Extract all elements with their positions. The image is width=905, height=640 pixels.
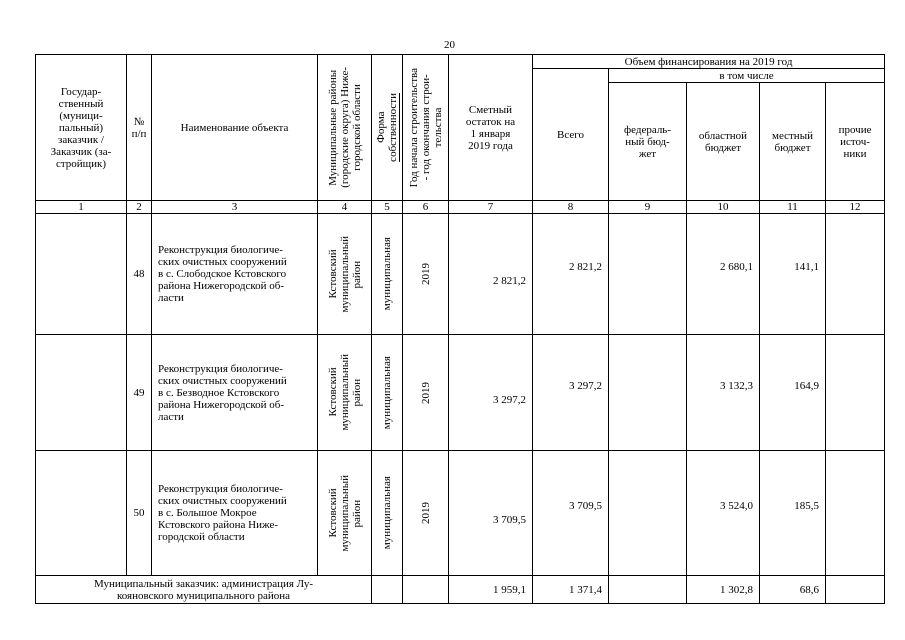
customer-cell <box>36 451 127 576</box>
summary-row <box>36 576 885 604</box>
summary-regional: 1 302,8 <box>687 576 760 604</box>
col-num: 2 <box>127 201 152 214</box>
summary-label: Муниципальный заказчик: администрация Лу- кояновского муниципального района <box>36 576 372 604</box>
ownership-cell: муниципальная <box>372 451 403 576</box>
regional-cell: 3 524,0 <box>687 451 760 576</box>
header-estimated-balance: Сметный остаток на 1 января 2019 года <box>449 55 533 201</box>
object-name: Реконструкция биологиче- ских очистных сооружений в с. Безводное Кстовского района Нижегородской об- ласти <box>152 335 318 451</box>
summary-local: 68,6 <box>760 576 826 604</box>
summary-empty <box>403 576 449 604</box>
district-cell: Кстовский муниципальный район <box>318 214 372 335</box>
col-num: 4 <box>318 201 372 214</box>
other-cell <box>826 335 885 451</box>
row-num: 50 <box>127 451 152 576</box>
header-local: местный бюджет <box>760 83 826 201</box>
summary-federal <box>609 576 687 604</box>
header-customer: Государ- ственный (муници- пальный) заказчик / Заказчик (за- стройщик) <box>36 55 127 201</box>
header-including: в том числе <box>609 69 885 83</box>
object-name: Реконструкция биологиче- ских очистных сооружений в с. Большое Мокрое Кстовского района Ниже- городской области <box>152 451 318 576</box>
col-num: 11 <box>760 201 826 214</box>
col-num: 8 <box>533 201 609 214</box>
year-cell: 2019 <box>403 214 449 335</box>
ownership-cell: муниципальная <box>372 335 403 451</box>
header-ownership-line1: Форма <box>375 111 387 144</box>
header-years: Год начала строительства - год окончания строи- тельства <box>403 55 449 201</box>
federal-cell <box>609 335 687 451</box>
other-cell <box>826 451 885 576</box>
table-row <box>36 451 885 576</box>
header-ownership-line2: собственности <box>387 93 399 162</box>
column-number-row <box>36 201 885 214</box>
federal-cell <box>609 214 687 335</box>
col-num: 6 <box>403 201 449 214</box>
local-cell: 141,1 <box>760 214 826 335</box>
regional-cell: 2 680,1 <box>687 214 760 335</box>
col-num: 10 <box>687 201 760 214</box>
local-cell: 164,9 <box>760 335 826 451</box>
header-federal: федераль- ный бюд- жет <box>609 83 687 201</box>
customer-cell <box>36 335 127 451</box>
col-num: 9 <box>609 201 687 214</box>
summary-empty <box>372 576 403 604</box>
financing-table <box>35 54 885 604</box>
summary-other <box>826 576 885 604</box>
header-regional: областной бюджет <box>687 83 760 201</box>
header-other: прочие источ- ники <box>826 83 885 201</box>
local-cell: 185,5 <box>760 451 826 576</box>
district-cell: Кстовский муниципальный район <box>318 451 372 576</box>
header-financing-volume: Объем финансирования на 2019 год <box>533 55 885 69</box>
customer-cell <box>36 214 127 335</box>
col-num: 12 <box>826 201 885 214</box>
ownership-cell: муниципальная <box>372 214 403 335</box>
header-ownership-form <box>372 55 403 201</box>
col-num: 5 <box>372 201 403 214</box>
object-name: Реконструкция биологиче- ских очистных сооружений в с. Слободское Кстовского района Нижегородской об- ласти <box>152 214 318 335</box>
federal-cell <box>609 451 687 576</box>
header-total: Всего <box>533 69 609 201</box>
other-cell <box>826 214 885 335</box>
regional-cell: 3 132,3 <box>687 335 760 451</box>
page-number: 20 <box>444 39 455 51</box>
table-row <box>36 214 885 335</box>
col-num: 1 <box>36 201 127 214</box>
summary-estimated-balance: 1 959,1 <box>449 576 533 604</box>
col-num: 3 <box>152 201 318 214</box>
total-cell: 3 709,5 <box>533 451 609 576</box>
estimated-balance-cell: 2 821,2 <box>449 214 533 335</box>
row-num: 49 <box>127 335 152 451</box>
header-object-name: Наименование объекта <box>152 55 318 201</box>
year-cell: 2019 <box>403 335 449 451</box>
col-num: 7 <box>449 201 533 214</box>
row-num: 48 <box>127 214 152 335</box>
header-num: № п/п <box>127 55 152 201</box>
year-cell: 2019 <box>403 451 449 576</box>
estimated-balance-cell: 3 709,5 <box>449 451 533 576</box>
table-row <box>36 335 885 451</box>
district-cell: Кстовский муниципальный район <box>318 335 372 451</box>
total-cell: 2 821,2 <box>533 214 609 335</box>
summary-total: 1 371,4 <box>533 576 609 604</box>
estimated-balance-cell: 3 297,2 <box>449 335 533 451</box>
header-municipal-districts: Муниципальные районы (городские округа) Ниже- городской области <box>318 55 372 201</box>
total-cell: 3 297,2 <box>533 335 609 451</box>
